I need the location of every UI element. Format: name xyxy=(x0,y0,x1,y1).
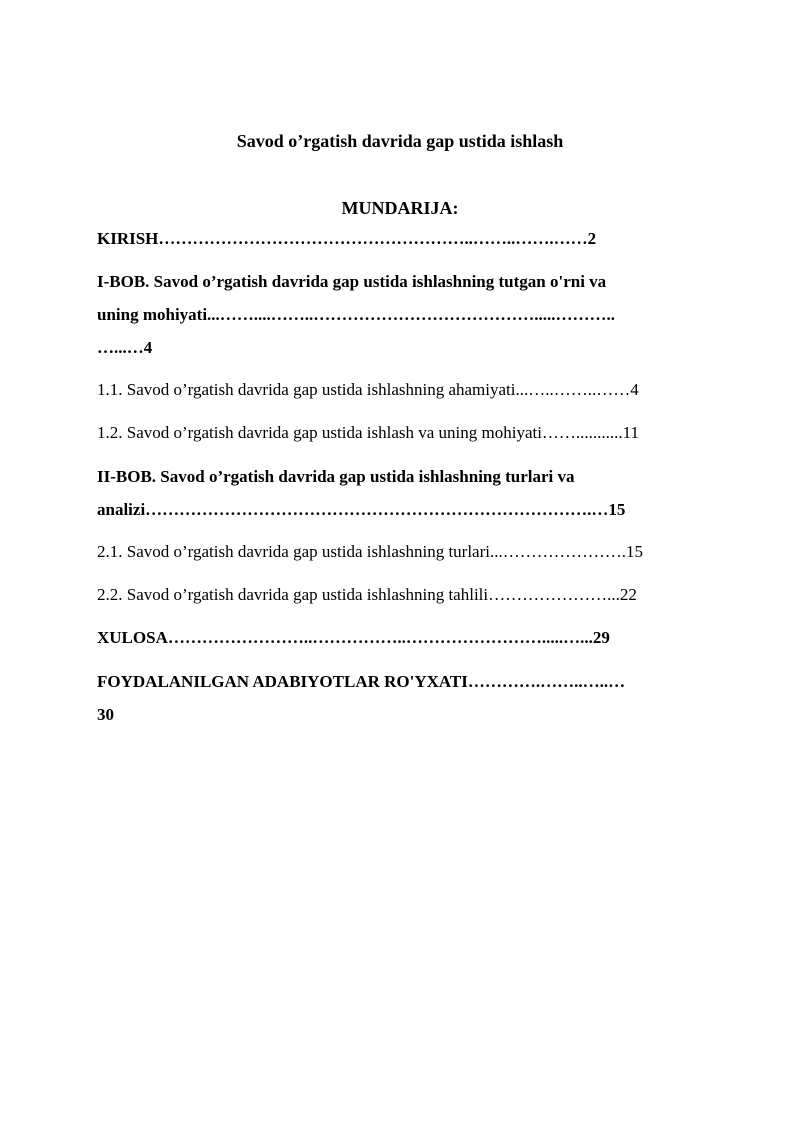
toc-entry-line: I-BOB. Savod o’rgatish davrida gap ustida ishlashning tutgan o'rni va xyxy=(97,272,607,291)
toc-entry-line: II-BOB. Savod o’rgatish davrida gap ustida ishlashning turlari va xyxy=(97,467,575,486)
document-title: Savod o’rgatish davrida gap ustida ishlash xyxy=(236,131,564,151)
toc-entry-chapter-2 xyxy=(97,460,703,526)
toc-entry-line: FOYDALANILGAN ADABIYOTLAR RO'YXATI………….……..…..… xyxy=(97,672,626,691)
toc-entry-line: KIRISH………………………………………………..……..…….……2 xyxy=(97,229,597,248)
toc-entry-conclusion xyxy=(97,621,703,654)
toc-entry-line: XULOSA……………………..……………..…………………….....…...29 xyxy=(97,628,610,647)
toc-entry-introduction xyxy=(97,222,703,255)
toc-entry-line: 2.2. Savod o’rgatish davrida gap ustida ishlashning tahlili…………………...22 xyxy=(97,585,637,604)
toc-entry-line: 2.1. Savod o’rgatish davrida gap ustida ishlashning turlari...………………….15 xyxy=(97,542,643,561)
toc-entry-line: 30 xyxy=(97,705,114,724)
toc-entry-section-2-2 xyxy=(97,578,703,611)
toc-entry-line: analizi…………………………………………………………………….…15 xyxy=(97,500,626,519)
toc-entry-line: 1.2. Savod o’rgatish davrida gap ustida ishlash va uning mohiyati……...........11 xyxy=(97,423,640,442)
toc-entry-line: …...…4 xyxy=(97,338,153,357)
toc-entry-chapter-1 xyxy=(97,265,703,364)
toc-entry-line: uning mohiyati...……....……..………………………………….....……….. xyxy=(97,305,616,324)
toc-entry-section-2-1 xyxy=(97,535,703,568)
toc-heading: MUNDARIJA: xyxy=(341,198,459,218)
toc-entry-line: 1.1. Savod o’rgatish davrida gap ustida ishlashning ahamiyati...…..……..……4 xyxy=(97,380,639,399)
toc-entry-section-1-1 xyxy=(97,373,703,406)
toc-entry-references xyxy=(97,665,703,731)
toc-entry-section-1-2 xyxy=(97,416,703,449)
